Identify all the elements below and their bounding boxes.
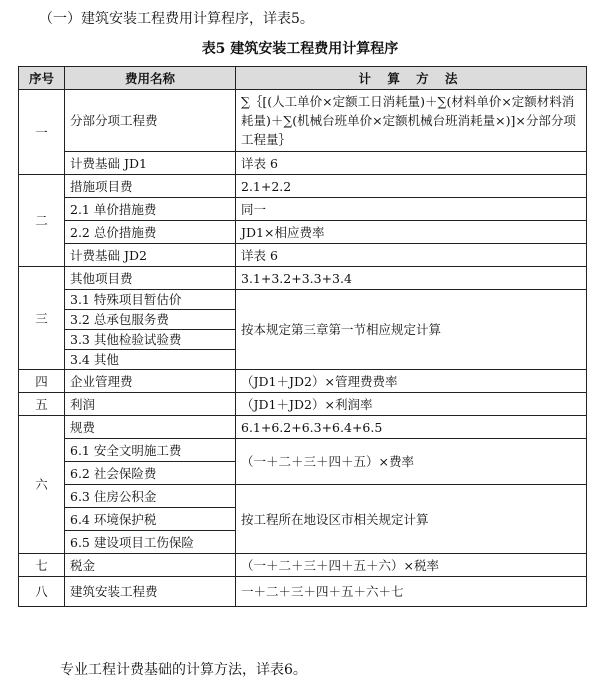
- method-cell: 一＋二＋三＋四＋五＋六＋七: [236, 577, 587, 607]
- name-cell: 6.4 环境保护税: [65, 508, 236, 531]
- table-row: [19, 152, 587, 175]
- table-row: [19, 267, 587, 290]
- name-cell: 2.2 总价措施费: [65, 221, 236, 244]
- table-caption: 表5 建筑安装工程费用计算程序: [201, 41, 399, 57]
- method-cell: ∑｛[(人工单价×定额工日消耗量)＋∑(材料单价×定额材料消耗量)＋∑(机械台班单价×定额机械台班消耗量×)]×分部分项工程量｝: [236, 90, 587, 152]
- name-cell: 6.2 社会保险费: [65, 462, 236, 485]
- table-row: [19, 554, 587, 577]
- table-header-row: [19, 67, 587, 90]
- name-cell: 6.5 建设项目工伤保险: [65, 531, 236, 554]
- method-cell: 6.1+6.2+6.3+6.4+6.5: [236, 416, 587, 439]
- method-cell: 详表 6: [236, 244, 587, 267]
- name-cell: 6.1 安全文明施工费: [65, 439, 236, 462]
- seq-cell: 二: [19, 175, 65, 267]
- seq-cell: 三: [19, 267, 65, 370]
- name-cell: 建筑安装工程费: [65, 577, 236, 607]
- name-cell: 其他项目费: [65, 267, 236, 290]
- method-cell: （JD1＋JD2）×管理费费率: [236, 370, 587, 393]
- intro-text: （一）建筑安装工程费用计算程序，详表5。: [39, 11, 314, 27]
- name-cell: 税金: [65, 554, 236, 577]
- name-cell: 计费基础 JD2: [65, 244, 236, 267]
- table-row: [19, 221, 587, 244]
- name-cell: 利润: [65, 393, 236, 416]
- table-row: [19, 175, 587, 198]
- name-cell: 规费: [65, 416, 236, 439]
- method-cell: 3.1+3.2+3.3+3.4: [236, 267, 587, 290]
- table-row: [19, 290, 587, 310]
- name-cell: 计费基础 JD1: [65, 152, 236, 175]
- name-cell: 3.1 特殊项目暂估价: [65, 290, 236, 310]
- method-cell: JD1×相应费率: [236, 221, 587, 244]
- name-cell: 企业管理费: [65, 370, 236, 393]
- method-cell: 2.1+2.2: [236, 175, 587, 198]
- seq-cell: 七: [19, 554, 65, 577]
- method-cell: （JD1＋JD2）×利润率: [236, 393, 587, 416]
- name-cell: 3.2 总承包服务费: [65, 310, 236, 330]
- header-method: 计 算 方 法: [236, 67, 587, 90]
- seq-cell: 六: [19, 416, 65, 554]
- table-row: [19, 485, 587, 508]
- table-row: [19, 439, 587, 462]
- name-cell: 2.1 单价措施费: [65, 198, 236, 221]
- table-row: [19, 370, 587, 393]
- table-row: [19, 244, 587, 267]
- method-cell: （一＋二＋三＋四＋五）×费率: [236, 439, 587, 485]
- seq-cell: 五: [19, 393, 65, 416]
- table-row: [19, 393, 587, 416]
- method-cell: 按工程所在地设区市相关规定计算: [236, 485, 587, 554]
- name-cell: 措施项目费: [65, 175, 236, 198]
- name-cell: 6.3 住房公积金: [65, 485, 236, 508]
- name-cell: 3.3 其他检验试验费: [65, 330, 236, 350]
- seq-cell: 四: [19, 370, 65, 393]
- table-row: [19, 198, 587, 221]
- name-cell: 分部分项工程费: [65, 90, 236, 152]
- method-cell: 按本规定第三章第一节相应规定计算: [236, 290, 587, 370]
- cost-procedure-table: [18, 66, 587, 607]
- table-row: [19, 90, 587, 152]
- method-cell: 同一: [236, 198, 587, 221]
- table-row: [19, 577, 587, 607]
- outro-text: 专业工程计费基础的计算方法，详表6。: [60, 662, 307, 678]
- method-cell: 详表 6: [236, 152, 587, 175]
- seq-cell: 一: [19, 90, 65, 175]
- seq-cell: 八: [19, 577, 65, 607]
- header-seq: 序号: [19, 67, 65, 90]
- method-cell: （一＋二＋三＋四＋五＋六）×税率: [236, 554, 587, 577]
- table-row: [19, 416, 587, 439]
- name-cell: 3.4 其他: [65, 350, 236, 370]
- header-name: 费用名称: [65, 67, 236, 90]
